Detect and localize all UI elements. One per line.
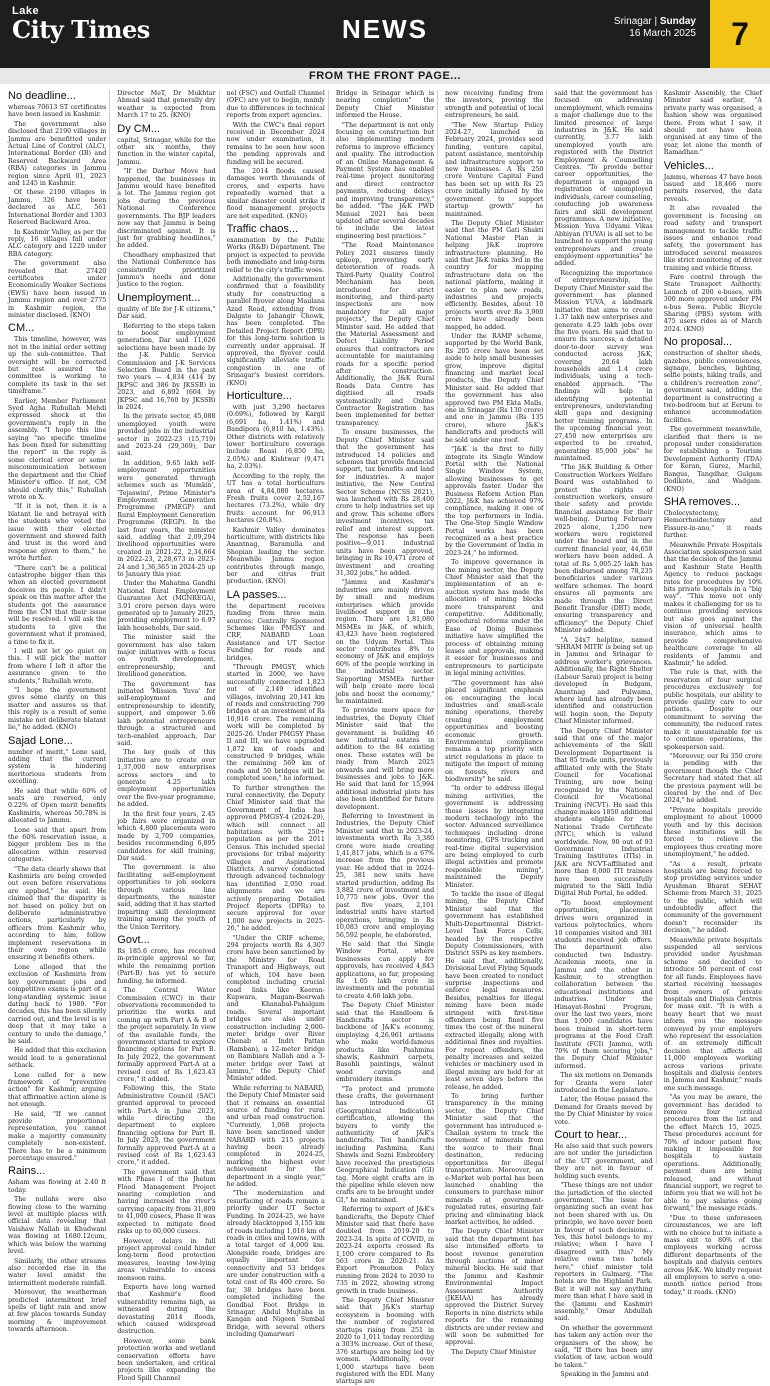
article-heading: Sajad Lone...	[8, 734, 73, 747]
article-paragraph: "The Road Maintenance Policy 2021 ensures timely upkeep, preventing early deterioration of roads. A Third-Party Quality Control Mechanism has been introduced for strict monitoring, and third-party inspections are now mandatory for all major projects", the Deputy Chief Minister said. He added that the Material Assessment and Defect Liability Period ensures that contractors are accountable for maintaining roads for a specific period after construction. Additionally, the J&K Rural Roads Data Centre has digitised all roads systematically and Online Contractor Registration has been implemented for better transparency.	[335, 242, 435, 427]
article-paragraph: The 2014 floods caused damages worth thousands of crores, and experts have repeatedly warned that a similar disaster could strike if flood management projects are not expedited. (KNO)	[226, 168, 325, 220]
dateline: Srinagar | Sunday 16 March 2025	[613, 16, 696, 39]
article-paragraph: "Jammu and Kashmir's industries are mainly driven by small and medium enterprises which provide livelihood support in the region. There are 1,81,080 MSMEs in J&K, of which, 43,423 have been registered on the Udyam Portal. This sector contributes 8% to economy of J&K and employs 60% of the people working in the industrial sector. Supporting MSMEs further will help create more local jobs and boost the economy," he maintained.	[335, 579, 435, 705]
logo-big-text: City Times	[12, 15, 150, 44]
article-paragraph: The government has initiated 'Mission Yuva' for self-employment and entrepreneurship to identify, support, and empower 5.66 lakh potential entrepreneurs through a structured and tech-enabled approach, Dar said.	[117, 680, 216, 747]
article-paragraph: "The government has also placed significant emphasis on encouraging the local industries and small-scale mining operations, thereby creating employment opportunities and boosting economic growth. Environmental compliance remains a top priority with strict regulations in place to mitigate the impact of mining on forests, rivers and biodiversity" he said.	[445, 679, 544, 783]
article-paragraph: It also revealed the government is focusing on road safety and transport management to tackle traffic issues and enhance road safety, the government has introduced several measures like strict monitoring of driver training and vehicle fitness.	[663, 205, 762, 272]
section-title: NEWS	[342, 14, 428, 44]
article-columns	[8, 90, 762, 1386]
article-paragraph: The key goals of this initiative are to create over 1,37,000 new enterprises across sectors and to generate 4.25 lakh employment opportunities over the five-year programme, he added.	[117, 749, 216, 809]
article-paragraph: According to the reply, the UT has a total horticulture area of 4,84,080 hectares. Fresh fruits cover 2,52,167 hectares (73.2%), while dry fruits account for 96,913 hectares (26.8%).	[226, 472, 325, 525]
article-paragraph: He also said that such powers are not under the jurisdiction of the UT government, and they are not in favour of holding such events.	[554, 1143, 653, 1180]
article-paragraph: The government also revealed that 27420 certificates under Economically Weaker Sections (EWS) have been issued in Jammu region and over 2775 in Kashmir region, the minister disclosed. (KNO)	[8, 260, 107, 319]
dateline-day: Sunday	[659, 16, 696, 27]
article-paragraph: "As a result, private hospitals are being forced to stop providing services under Ayushman Bharat SEHAT Scheme from March 31, 2025 to the public, which will undoubtedly affect the community of the government doesn't reconsider its decision," he added.	[663, 860, 762, 935]
article-paragraph: Additionally, the government confirmed that a feasibility study for constructing a parallel flyover along Maulana Azad Road, extending from Dalgate to Jahangir Chowk, has been completed. The Detailed Project Report (DPR) for this long-term solution is currently under appraisal. If approved, the flyover could significantly alleviate traffic congestion in one of Srinagar's busiest corridors. (KNO)	[226, 275, 325, 387]
article-paragraph: construction of shelter sheds, gazebos, public conveniences, signage, benches, lighting, selfie points, hiking trails, and a children's recreation zone", government said, adding the department is constructing a two-bedroom hut at Eerum to enhance accommodation facilities.	[663, 350, 762, 424]
article-paragraph: examination by the Public Works (R&B) Department. The project is expected to provide both immediate and long-term relief to the city's traffic woes.	[226, 236, 325, 274]
article-paragraph: While referring to NABARD, the Deputy Chief Minister said that it remains an essential source of funding for rural and urban road construction. "Currently, 1,068 projects have been sanctioned under NABARD with 215 projects having been already completed in 2024-25, marking the highest ever achievement for the department in a single year," he added.	[226, 1084, 325, 1189]
article-paragraph: Meanwhile Private Hospitals Association spokesperson said that the decision of the Jammu and Kashmir State Health Agency to reduce package rates for procedures by 10% hits private hospitals in a "big way". "This move not only makes it challenging for us to continue providing services but also goes against the vision of universal health insurance, which aims to provide comprehensive healthcare coverage to all residents of Jammu and Kashmir," he added.	[663, 541, 762, 668]
article-heading: SHA removes...	[663, 495, 741, 508]
article-paragraph: number of merit," Lone said, adding that the current system is hindering meritorious students from excelling.	[8, 748, 107, 786]
article-paragraph: Under the RAMP scheme, supported by the World Bank, Rs 205 crore have been set aside to help small businesses grow, improve digital financing and market local products, the Deputy Chief Minister said. He added that the government has also approved two PM Ekta Malls, one in Srinagar (Rs 130 crore) and one in Jammu (Rs 135 crore), where J&K's handicrafts and products will be sold under one roof.	[445, 333, 544, 444]
article-paragraph: "The New Startup Policy 2024-27, launched in February 2024, provides seed funding, venture capital, patent assistance, mentorship and infrastructure support to new businesses. A Rs 250 crore Venture Capital Fund has been set up with Rs 25 crore initially infused by the government to support startup growth" he maintained.	[445, 121, 544, 218]
article-paragraph: To improve governance in the mining sector, the Deputy Chief Minister said that the implementation of an e-auction system has made the allocation of mining blocks more transparent and competitive. Additionally, procedural reforms under the Ease of Doing Business initiative have simplified the process of obtaining mining leases and approvals, making it easier for businesses and entrepreneurs to participate in legal mining activities.	[445, 559, 544, 678]
article-paragraph: Similarly, the other streams also recorded rise in the water level amidst the intermittent moderate rainfall.	[8, 1257, 107, 1287]
dateline-date: 16 March 2025	[629, 28, 696, 39]
article-heading: CM...	[8, 322, 35, 335]
article-paragraph: The Deputy Chief Minister said that one of the major achievements of the Skill Development Department is that 85 trade units, previously affiliated only with the State Council for Vocational Training, are now being recognized by the National Council for Vocational Training (NCVT). He said this change makes 1850 additional students eligible for the National Trade Certificate (NTC), which is valued worldwide. Now, 90 out of 93 Government Industrial Training Institutes (ITIs) in J&K are NCVT-affiliated and more than 8,000 ITI trainees have been successfully migrated to the Skill India Digital Hub Portal, he added.	[554, 727, 653, 898]
article-paragraph: He added that this exclusion would lead to a generational setback.	[8, 1047, 107, 1070]
article-paragraph: "In order to address illegal mining activities, the government is addressing these issues by integrating modern technology into the sector. Advanced surveillance techniques including drone monitoring, GPS tracking and real-time digital supervision are being employed to curb illegal activities and promote responsible mining", maintained the Deputy Minister.	[445, 785, 544, 889]
article-paragraph: Of these 2190 villages in Jammu, 326 have been declared as ALC, 561 International Border and 1303 Reserved Backward Area.	[8, 189, 107, 227]
article-paragraph: "These things are not under the jurisdiction of the elected government. The issue for organizing such an event has not been shared with us. On principle, we have never been in favour of such decisions... Yes, this hotel belongs to my relative; when I have I disagreed with this? My relative owns two hotels here," chief minister told reporters in Gulmarg. "The hotels are the Highland Park. But it will not say anything more than what I have said in the (Jammu and Kashmir) assembly," Omar Abdullah said.	[554, 1182, 653, 1323]
article-paragraph: Lone called for a new framework of "preventive action" for Kashmir, arguing that affirmative action alone is not enough.	[8, 1071, 107, 1109]
article-paragraph: The Deputy Chief Minister	[451, 1348, 537, 1356]
article-paragraph: Following this, the State Administrative Council (SAC) granted approval to proceed with Part-A in June 2023, while directing the department to explore financing options for Part B. In July 2023, the government formally approved Part-A at a revised cost of Rs 1,623.43 crore," it added.	[117, 1085, 216, 1167]
masthead	[0, 0, 770, 68]
article-paragraph: "Due to these unforeseen circumstances, we are left with no choice but to initiate a mass exit to 80% of the employees working across different departments of the hospitals and dialysis centers across J&K. We kindly request all employees to serve a one-month notice period from today," it reads. (KNO)	[663, 1214, 762, 1296]
article-paragraph: He said that while 60% of seats are reserved, only 0.22% of Open merit benefits Kashmiris, whereas 50.78% is allocated to Jammu.	[8, 787, 107, 825]
article-paragraph: Jammu, whereas 47 have been issued and 18,466 more permits reserved, the data reveals.	[663, 173, 762, 203]
article-paragraph: To tackle the issue of illegal mining, the Deputy Chief Minister said that the government has established Multi-Departmental District-Level Task Force Cells, headed by the respective Deputy Commissioners, with District SSPs as key members. He said that, additionally, Divisional Level Flying Squads have been created to conduct surprise inspections and enforce legal measures. Besides, penalties for illegal mining have been made stringent with first-time offenders being fined five times the cost of the mineral extracted illegally, along with additional fines and royalties. For repeat offenders, the penalty increases and seized vehicles or machinery used in illegal mining are held for at least seven days before the release, he added.	[445, 891, 544, 1091]
dateline-city: Srinagar	[613, 16, 652, 27]
article-paragraph: He said that the Single Window Portal, where businesses can apply for approvals, has received 4,843 applications, so far, proposing Rs 1.05 lakh crore in investments and the potential to create 4.66 lakh jobs.	[335, 940, 435, 1000]
article-paragraph: "Through PMGSY, which started in 2000, we have successfully connected 1,823 out of 2,149 identified villages, involving 20,141 km of roads and constructing 799 bridges at an investment of Rs 10,916 crore. The remaining work will be completed by 2025-26. Under PMGSY Phase II and III, we have upgraded 1,872 km of roads and constructed 9 bridges, while the remaining 569 km of roads and 50 bridges will be completed soon," he informed.	[226, 664, 325, 783]
article-paragraph: The government meanwhile, clarified that there is no proposal under consideration for establishing a Tourism Development Authority (TDA) for Keran, Gurez, Machil, Bangus, Tangdhar, Gulgam Dodikote, and Wadgam. (KNO)	[663, 426, 762, 493]
page-number: 7	[710, 0, 770, 68]
article-heading: Vehicles...	[663, 159, 714, 172]
article-paragraph: "Under the CRIF scheme, 294 projects worth Rs 4,307 crore have been sanctioned by the Ministry for Road Transport and Highways, out of which, 104 have been completed including crucial road links like Keeran-Kupwara, Magam-Beerwah and Khanabal-Pahalgam roads. Several important bridges are also under construction including 2,000-meter bridge over River Chenab at Indri Pattan (Ramban), a 12-meter bridge on Rambiara Nallah and a 3-meter bridge over Tawi at Jammu," the Deputy Chief Minister added.	[226, 934, 325, 1083]
article-heading: Unemployment...	[117, 291, 201, 304]
article-paragraph: Moreover, the weatherman predicted intermittent brief spells of light rain and snow at few places towards Sunday morning & improvement towards afternoon.	[8, 1289, 107, 1334]
article-paragraph: Choudhary emphasized that the National Conference has consistently prioritized Jammu's needs and done justice to the region.	[117, 251, 216, 289]
article-paragraph: The government is also facilitating self-employment opportunities to job seekers through various line departments, the minister said, adding that it has started imparting skill development training among the youth of the Union Territory.	[117, 864, 216, 931]
section-strap: FROM THE FRONT PAGE...	[0, 68, 770, 84]
article-paragraph: Lone said that apart from the 60% reservation issue, a bigger problem lies in the allocation within reserved categories.	[8, 826, 107, 864]
article-paragraph: I will not let go quiet on this. I will pick the matter from where I left it after the assurance given to the students," Ruhullah wrote.	[8, 648, 107, 685]
article-paragraph: "Moreover, our Rs 350 crore is pending with the government though the Chief Secretary had stated that all the previous payment will be cleared by the end of Dec 2024," he added.	[663, 752, 762, 805]
column-6	[554, 90, 656, 1379]
article-paragraph: In addition, 9.65 lakh self-employment opportunities were generated through schemes such as 'Mumkin', 'Tejaswini', Prime Minister's Employment Generation Programme (PMEGP) and Rural Employment Generation Programme (REGP). In the last four years, the minister said, adding that 2,09,294 livelihood opportunities were created in 2021-22, 2,34,664 in 2022-23, 2,28,673 in 2023-24 and 1,36,365 in 2024-25 up to January this year.	[117, 459, 216, 578]
article-paragraph: The Deputy Chief Minister said that the PM Gati Shakti National Master Plan is helping J&K improve infrastructure planning. He said that J&K ranks 3rd in the country for mapping infrastructure data on the national platform, making it easier to plan new roads, industries and projects efficiently. Besides, about 10 projects worth over Rs 3,900 crore have already been mapped, he added.	[445, 219, 544, 331]
column-5	[445, 90, 547, 1356]
article-paragraph: Recognizing the importance of entrepreneurship, the Deputy Chief Minister said the government has planned Mission YUVA, a landmark initiative that aims to create 1.37 lakh new enterprises and generate 4.25 lakh jobs over the five years. He said that to ensure its success, a detailed door-to-door survey was conducted across J&K, covering 20.64 lakh households and 1.4 crore individuals, using a tech-enabled approach. "The findings will help in identifying potential entrepreneurs, understanding skill gaps and designing better training programs. In the upcoming financial year, 27,450 new enterprises are expected to be created, generating 85,000 jobs" he maintained.	[554, 269, 653, 462]
article-paragraph: Later, the House passed the Demand for Grants moved by the Dy Chief Minister by voice vote.	[554, 1096, 653, 1126]
article-paragraph: "As you may be aware, the government has decided to remove four critical procedures from the list and the effect March 15, 2025. These procedures account for 70% of indoor patient flow, making it impossible for hospitals to sustain operations. Additionally, payment dues are being released, and without financial support, we regret to inform you that we will not be able to pay salaries going forward," the message reads.	[663, 1094, 762, 1213]
article-paragraph: The nullahs were also flowing close to the warning level at multiple places with official data revealing that Vaishaw Nallah in Khudwani was flowing at 1680.12cum, which was below the warning level.	[8, 1196, 107, 1256]
article-paragraph: "Private hospitals provide employment to about 10000 youth and by this decision these institutions will be forced to relieve the employees thus creating more unemployment," he added.	[663, 806, 762, 859]
column-7	[663, 90, 762, 1296]
article-paragraph: Cholecystectomy, Hemorrhoidectomy and Fissure-in-ano," it reads further.	[663, 509, 762, 540]
article-paragraph: "A 24x7 helpline, named 'SHRAM MITR' is being set up in Jammu and Srinagar to address worker's grievances. Additionally, the Right Shelter (Labour Sarai) project is being developed in Budgam, Anantnag and Pulwama, where land has already been identified and construction will begin soon, the Deputy Chief Minister informed.	[554, 636, 653, 726]
article-paragraph: However, some bank protection works and wetland conservation efforts have been undertaken, and critical projects like expanding the Flood Spill Channel	[117, 1337, 216, 1382]
article-paragraph: Referring to the steps taken to boost employment generation, Dar said 11,626 selections have been made by the J-K Public Service Commission and J-K Services Selection Board in the past two years — 4,834 (414 by JKPSC and 386 by JKSSB) in 2023, and 6,892 (604 by JKPSC and 16,760 by JKSSB) in 2024.	[117, 322, 216, 412]
article-paragraph: said that the government has focused on addressing unemployment, which remains a major challenge due to the limited presence of large industries in J&K. He said currently, 3.77 lakh unemployed youth are registered with the District Employment & Counselling Centres. "To provide better career opportunities, the department is engaged in registration of unemployed individuals, career counseling, conducting job awareness fairs and skill development programmes. A new initiative, Mission Yuva Udyami Vikas Abhiyan (YUVA) is all set to be launched to support the young entrepreneurs and create employment opportunities" he added.	[554, 90, 653, 268]
article-paragraph: Experts have long warned that Kashmir's flood vulnerability remains high, as witnessed during the devastating 2014 floods, which caused widespread destruction.	[117, 1283, 216, 1336]
article-paragraph: quality of life for J-K citizens," Dar said.	[117, 305, 216, 321]
article-paragraph: "I hope the government gives some clarity on this matter and assures us that this reply is a result of some mistake not deliberate blatant lie," he added. (KNO)	[8, 687, 107, 732]
article-paragraph: With the CWC's final report received in December 2024 now under examination, it remains to be seen how soon the pending approvals and funding will be secured.	[226, 121, 325, 166]
article-paragraph: "To protect and promote these crafts, the government has introduced GI (Geographical Indication) certification, allowing the buyers to verify the authenticity of J&K's handicrafts. Ten handicrafts including Pashmina, Kani Shawls and Sozni Embroidery have received the prestigious Geographical Indication (GI) tag. More eight crafts are in the pipeline while eleven new crafts are to be brought under GI," he maintained.	[335, 1085, 435, 1204]
article-paragraph: He said, "If we cannot provide proportional representation, you cannot make a majority community completely non-existent. There has to be a minimum percentage ensured."	[8, 1110, 107, 1163]
article-paragraph: The Deputy Chief Minister said that the department has also intensified efforts to boost revenue generation through auctions of minor mineral blocks. He said that the Jammu and Kashmir Environmental Impact Assessment Authority (JKEIAA) has already approved the District Survey Reports in nine districts while reports for the remaining districts are under review and will soon be submitted for approval.	[445, 1228, 544, 1347]
article-heading: Traffic chaos...	[226, 222, 299, 235]
article-paragraph: "If the Darbar Move had happened, the businesses in Jammu would have benefited a lot. The Jammu region got jobs during the previous National Conference governments. The BJP leaders now say that Jammu is being discriminated against. It is just for grabbing headlines," he added.	[117, 168, 216, 250]
article-paragraph: The Central Water Commission (CWC) in their observations recommended to prioritize the works and coming up with Part A & B of the project separately. In view of the available funds, the government started to explore financing options for Part B. In July 2022, the government formally approved Part-A at a revised cost of Rs 1,623.43 crore," it added.	[117, 987, 216, 1083]
article-paragraph: In Kashmir Valley, as per the reply, 16 villages fall under ALC category and 1229 under RBA category.	[8, 228, 107, 258]
article-paragraph: Referring to Investment in Industries, the Deputy Chief Minister said that in 2023-24, investments worth Rs 3,380 crore were made creating 1,41,817 jobs, which is a 67% increase from the previous year. He added that in 2024-25, 381 new units have started production, adding Rs 3,882 crore of investment and 10,775 new jobs. Over the past five years, 2,101 industrial units have started operations, bringing in Rs 10,083 crore and employing 56,592 people, he elaborated.	[335, 813, 435, 939]
column-2	[117, 90, 219, 1382]
article-paragraph: Kashmir Assembly, the Chief Minister said earlier, "A private party was organised, a fashion show was organised there. From what I saw, it should not have been organised at any time of the year, let alone the month of Ramadhan."	[663, 90, 762, 157]
article-paragraph: "If it is not, then it is a blatant lie and betrayal with the students who voted the issue with their elected government and showed faith and trust in the word and response given to them," he wrote further.	[8, 503, 107, 563]
article-paragraph: Kashmir Valley dominates horticulture, with districts like Anantnag, Baramulla and Shopian leading the sector. Meanwhile Jammu region contributes through mango, ber and citrus fruit production. (KNO)	[226, 526, 325, 586]
column-1	[8, 90, 110, 1334]
article-paragraph: To ensure businesses, the Deputy Chief Minister said that the government has introduced 14 policies and schemes that provide financial support, tax benefits and land for industries. A major initiative, the New Central Sector Scheme (NCSS 2021), was launched with Rs 28,400 crore to help industries set up and grow. This scheme offers investment incentives, tax relief and interest support. The response has been positive—9,011 industrial units have been approved, bringing in Rs 10,471 crore of investment and creating 31,302 jobs," he added.	[335, 429, 435, 577]
article-paragraph: Under the Mahatma Gandhi National Rural Employment Guarantee Act (MGNREGA), 3.01 crore person days were generated up to January 2025, providing employment to 6.97 lakh households, Dar said.	[117, 580, 216, 632]
article-paragraph: now receiving funding from the investors, proving the strength and potential of local entrepreneurs, he said.	[445, 90, 544, 120]
article-heading: Court to hear...	[554, 1129, 628, 1142]
logo-small-text: Lake	[12, 5, 40, 17]
article-paragraph: "The department is not only focusing on construction but also implementing modern reforms to improve efficiency and quality. The introduction of an Online Management & Payment System has enabled real-time project monitoring and direct contractor payments, reducing delays and improving transparency," he added. "The J&K PWD Manual 2021 has been updated after several decades to include the latest engineering best practices."	[335, 121, 435, 240]
article-paragraph: with just 3,290 hectares (0.69%), followed by Kargil (6,691 ha, 1.41%) and Bandipora (6,810 ha, 1.43%). Other districts with relatively lower horticulture coverage include Reasi (6,850 ha, 2.05%) and Kishtwar (9,471 ha, 2.03%).	[226, 404, 325, 471]
article-paragraph: "The J&K Building & Other Construction Workers Welfare Board was established to protect the rights of construction workers, ensure their safety and provide financial assistance for their well-being. During February 2025 alone, 1,250 new workers were registered under the board and in the current financial year, 44,658 workers have been added. A total of Rs 5,005.25 lakh has been disbursed among 78,235 beneficiaries under various welfare schemes. The board ensures all payments are made through the Direct Benefit Transfer (DBT) mode, ensuring transparency and efficiency" the Deputy Chief Minister added.	[554, 464, 653, 635]
article-paragraph: Director MeT, Dr Mukhtar Ahmad said that generally dry weather is expected from March 17 to 25. (KNO)	[117, 90, 216, 120]
article-paragraph: Fare control through the State Transport Authority. Launch of 200 e-buses, with 300 more approved under PM e-bus Sewa. Public Bicycle Sharing (PBS) system with 475 users rides as of March 2024. (KNO)	[663, 273, 762, 333]
article-paragraph: To bring further transparency in the mining sector, the Deputy Chief Minister said that the government has introduced e-Challan system to track the movement of minerals from the source to their final destination, reducing opportunities for illegal transportation. Moreover, an e-Market web portal has been launched enabling the consumers to purchase minor minerals at government-regulated rates, ensuring fair pricing and eliminating black market activities, he added.	[445, 1093, 544, 1226]
article-paragraph: Referring to export of J&K's handicrafts, the Deputy Chief Minister said that there have doubled from 2019-20 to 2023-24. In spite of COVID, in 2023-24 exports crossed Rs 1,100 crore compared to Rs 563 crore in 2020-21. An Export Promotion Policy running from 2024 to 2030 to 735 in 2022, showing strong growth in trade business.	[335, 1206, 435, 1295]
article-paragraph: "There can't be a political catastrophe bigger than this when an elected government deceives its people. I didn't speak on this matter after the students got the assurance from the CM that their issue will be resolved. I will ask the students to give the government what it promised, a time to fix it.	[8, 564, 107, 646]
article-heading: Rains...	[8, 1165, 46, 1178]
article-paragraph: The Deputy Chief Minister said that the Handloom & Handicrafts sector is backbone of J&K's economy, employing 4,26,961 artisans who make world-famous products like Pashmina shawls, Kashmiri carpets, Basohli paintings, walnut wood carvings and embroidery items.	[335, 1002, 435, 1084]
article-paragraph: Meanwhile private hospitals suspended all services provided under Ayushman scheme and decided to introduce 50 percent of cost for all funds. Employees have started receiving messages from owners of private hospitals and Dialysis Centres for mass exit. "It is with a heavy heart that we must inform you the message conveyed by your employers who represent the association of an extremely difficult decision that affects all 11,000 employees working across various private hospitals and dialysis centers in Jammu and Kashmir," reads one such message.	[663, 936, 762, 1092]
article-paragraph: The six motions on Demands for Grants were later introduced in the Legislature.	[554, 1072, 653, 1095]
article-paragraph: Speaking in the Jammu and	[560, 1371, 649, 1379]
article-paragraph: capital, Srinagar, while for the other six months, they function in the winter capital, Jammu.	[117, 136, 216, 166]
article-paragraph: "To boost employment opportunities, placement drives were organized in various polytechnics, where 10 companies visited and 381 students received job offers. The department also conducted two Industry-Academia meets, one in Jammu and the other in Kashmir, to strengthen collaboration between the educational institutions and industries. Under the Himayat-Roshni Program, over the last two years, more than 1,000 candidates have been trained in short-term programs at the Food Craft Institute (FCI) Jammu, with 70% of them securing jobs," the Deputy Chief Minister informed.	[554, 899, 653, 1070]
article-paragraph: The rule is that, with the reservation of four surgical procedures exclusively for public hospitals, our ability to provide quality care to our patients. Despite our commitment to serving the community, the reduced rates make it unsustainable for us to continue operations, the spokesperson said.	[663, 669, 762, 751]
article-paragraph: The Deputy Chief Minister said that J&K's startup ecosystem is booming with the number of registered startups rising from 251 in 2020 to 1,011 today recording a 303% increase. Out of these, 376 startups are being led by women. Additionally, over 1,000 startups have been registered with the EDI. Many startups are	[335, 1297, 435, 1386]
article-heading: No proposal...	[663, 336, 733, 349]
article-paragraph: Rs 185.6 crore, has received in-principle approval so far, while the remaining portion (Part-B) has yet to secure funding, he informed.	[117, 948, 216, 985]
article-paragraph: Lone alleged that the exclusion of Kashmiris from key government jobs and competitive exams is part of a long-standing systemic issue dating back to 1989. "For decades, this has been silently carried out, and the level is so deep that it may take a century to undo the damage," he said.	[8, 963, 107, 1045]
article-paragraph: Earlier, Member Parliament Syed Agha Ruhullah Mehdi expressed shock at the government's reply in the assembly. "I hope this line saying "no specific timeline has been fixed for submitting the report" in the reply is some clerical error or some miscommunication between the department and the Chief Minister's office. If not, CM should clarify this," Ruhullah wrote on X.	[8, 397, 107, 501]
article-paragraph: The government also disclosed that 2190 villages in Jammu are benefitted under Actual Line of Control (ALC), International Border (IB) and Reserved Backward Area (RBA) categories in Jammu region since April 01, 2023 and 1245 in Kashmir.	[8, 120, 107, 188]
article-paragraph: "J&K is the first to fully integrate its Single Window Portal with the National Single Window System, allowing businesses to get approvals faster. Under the Business Reform Action Plan 2022, J&K has achieved 97% compliance, making it one of the top performers in India. The One-Stop Single Window Portal works has been recognized as a best practice by the Government of India in 2023-24," he informed.	[445, 446, 544, 557]
article-heading: Horticulture...	[226, 390, 292, 403]
article-paragraph: "The data clearly shows that Kashmiris are being crowded out even before reservations are applied," he said. He claimed that the disparity is not based on policy but on deliberate administrative actions, particularly by officers from Kashmir who, according to him, follow implement reservations in their own region while ensuring it benefits others.	[8, 865, 107, 962]
article-paragraph: On whether the government has taken any action over the organisers of the show, he said, "If there has been any violation of law, action would be taken."	[554, 1324, 653, 1369]
article-heading: No deadline...	[8, 90, 76, 102]
article-paragraph: This timeline, however, was not in the initial order setting up the sub-committee. That oversight will be corrected but rest assured the committee is working to complete its task in the set timeframe."	[8, 336, 107, 396]
article-paragraph: "The modernization and resurfacing of roads remain a priority under UT Sector Funding. In 2024-25, we have already blacktopped 3,155 km of roads including 1,016 km of roads in cities and towns, with a total target of 4,000 km. Alongside roads, bridges are equally important for connectivity and 53 bridges are under construction with a total cost of Rs 400 crore. So far, 38 bridges have been completed including the Gondbal Foot Bridge in Srinagar, Abdul Mujtaba in Kangan and Nigeen Sumbal Bridge, with several others including Qamarwari	[226, 1190, 325, 1339]
article-paragraph: the department receives funding from three main sources: Centrally Sponsored Schemes like PMGSY and CRF, NABARD Loan Assistance and UT Sector Funding for roads and bridges.	[226, 602, 325, 662]
article-paragraph: Bridge in Srinagar which is nearing completion" the Deputy Chief Minister informed the House.	[335, 90, 435, 120]
article-paragraph: In the first four years, 2.45 job fairs were organized in which 4,800 placements were made by 2,709 companies, besides recommending 6,895 candidates for skill training, Dar said.	[117, 810, 216, 862]
column-4	[335, 90, 438, 1386]
article-paragraph: The government said that with Phase I of the Jhelum Flood Management Project nearing completion and having increased the river's carrying capacity from 31,800 to 41,000 cusecs, Phase II was expected to mitigate flood risks up to 60,000 cusecs.	[117, 1168, 216, 1236]
article-paragraph: To provide more space for industries, the Deputy Chief Minister said that the government is building 46 new industrial estates in addition to the 84 existing ones. These estates will be ready from March 2025 onwards and will bring more businesses and jobs to J&K. He said that land for 15,994 additional industrial plots has also been identified for future development.	[335, 707, 435, 811]
article-paragraph: In the private sector, 45,088 unemployed youth were provided jobs in the industrial sector in 2022-23 (15,719) and 2023-24 (29,369), Dar said.	[117, 413, 216, 458]
article-heading: Govt...	[117, 934, 150, 947]
article-heading: Dy CM...	[117, 122, 161, 135]
article-paragraph: To further strengthen the rural connectivity, the Deputy Chief Minister said that the Government of India has approved PMGSY-4 (2024-29), which will connect all habitations with 250+ population as per the 2011 Census. This included special provisions for tribal majority villages and Aspirational Districts. A survey conducted through advanced technology has identified 2,050 road alignments and we are actively preparing Detailed Project Reports (DPRs) to secure approval for over 1,000 new projects in 2025-26," he added.	[226, 784, 325, 933]
article-paragraph: However, delays in full project approval could hinder long-term flood protection measures, leaving low-lying areas vulnerable to excess monsoon rains.	[117, 1237, 216, 1282]
article-paragraph: The minister said the government has also taken major initiatives with a focus on youth development, entrepreneurship, and livelihood generation.	[117, 634, 216, 679]
article-paragraph: Asham was flowing at 2.40 ft today.	[8, 1179, 107, 1194]
article-paragraph: whereas 70613 ST certificates have been issued in Kashmir.	[8, 104, 107, 119]
column-3	[226, 90, 329, 1339]
article-paragraph: nel (FSC) and Outfall Channel (OFC) are yet to begin, mainly due to differences in technical reports from expert agencies.	[226, 90, 325, 120]
article-heading: LA passes...	[226, 588, 287, 601]
